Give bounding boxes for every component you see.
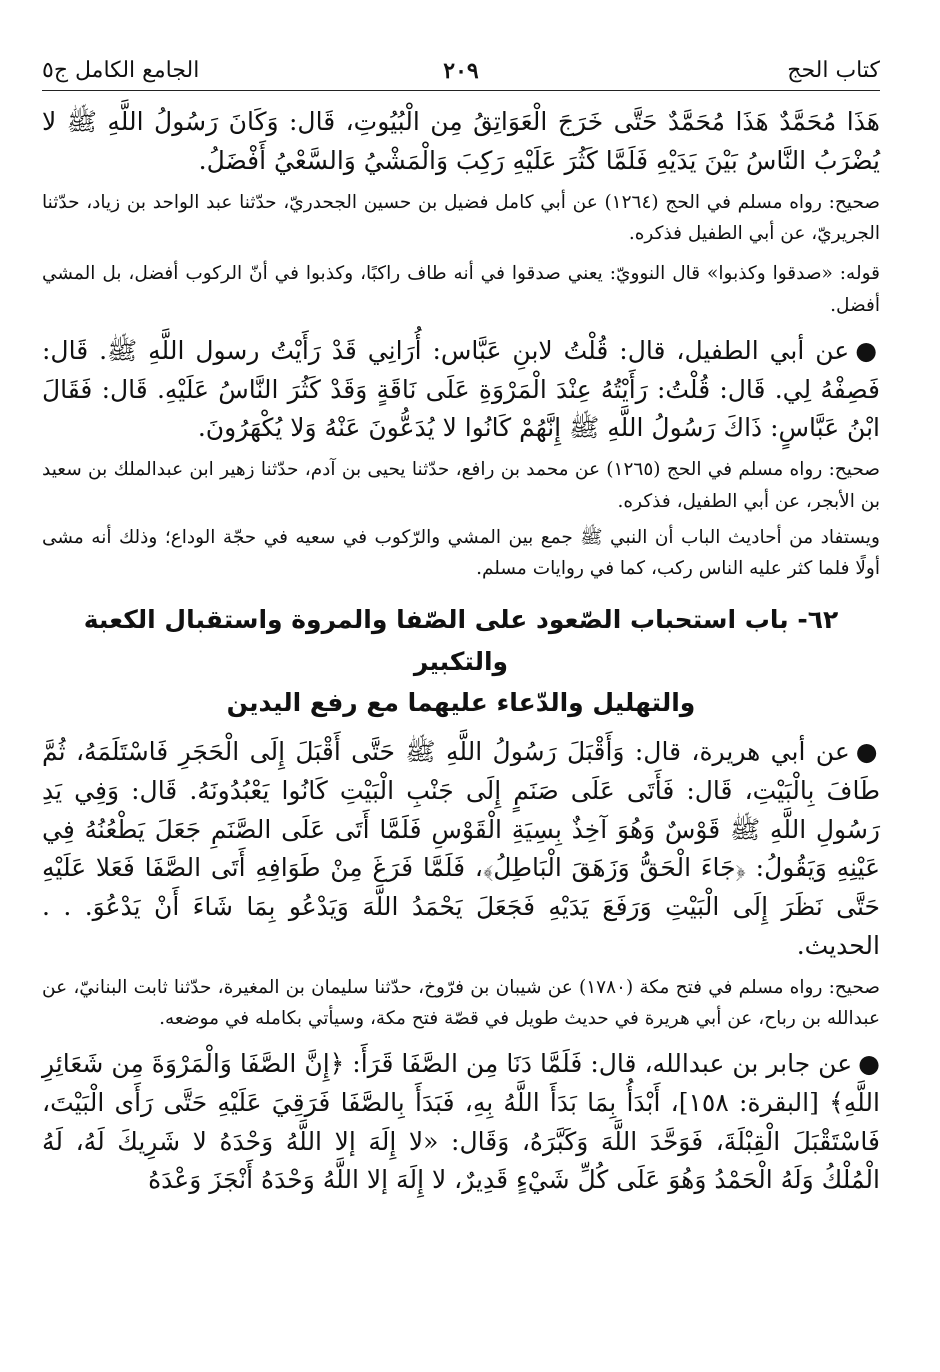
hadith-text: عن جابر بن عبدالله، قال: فَلَمَّا دَنَا مِن الصَّفَا قَرَأَ: ﴿إِنَّ الصَّفَا وَالْمَرْوَةَ مِن شَعَائِرِ اللَّهِ﴾ [البقرة: ١٥٨]، أَبْدَأُ بِمَا بَدَأَ اللَّهُ بِهِ، فَبَدَأَ بِالصَّفَا فَرَقِيَ عَلَيْهِ حَتَّى رَأَى الْبَيْتَ، فَاسْتَقْبَلَ الْقِبْلَةَ، فَوَحَّدَ اللَّهَ وَكَبَّرَهُ، وَقَال: «لا إِلَهَ إلا اللَّهُ وَحْدَهُ لا شَرِيكَ لَهُ، لَهُ الْمُلْكُ وَلَهُ الْحَمْدُ وَهُوَ عَلَى كُلِّ شَيْءٍ قَدِيرٌ، لا إِلَهَ إلا اللَّهُ وَحْدَهُ أَنْجَزَ وَعْدَهُ [42,1049,880,1195]
book-page [42,52,880,1352]
hadith-grading-note: صحيح: رواه مسلم في الحج (١٢٦٤) عن أبي كامل فضيل بن حسين الجحدريّ، حدّثنا عبد الواحد بن زياد، حدّثنا الجريريّ، عن أبي الطفيل فذكره. [42,191,880,245]
hadith-grading-note: صحيح: رواه مسلم في فتح مكة (١٧٨٠) عن شيبان بن فرّوخ، حدّثنا سليمان بن المغيرة، حدّثنا ثابت البنانيّ، عن عبدالله بن رباح، عن أبي هريرة في حديث طويل في قصّة فتح مكة، وسيأتي بكامله في موضعه. [42,976,880,1030]
hadith-text-continued: هَذَا مُحَمَّدٌ هَذَا مُحَمَّدٌ حَتَّى خَرَجَ الْعَوَاتِقُ مِن الْبُيُوتِ، قَال: وَكَانَ رَسُولُ اللَّهِ ﷺ لا يُضْرَبُ النَّاسُ بَيْنَ يَدَيْهِ فَلَمَّا كَثُرَ عَلَيْهِ رَكِبَ وَالْمَشْيُ وَالسَّعْيُ أَفْضَلُ. [42,107,880,175]
bullet-icon: ● [855,737,880,766]
page-number: ٢٠٩ [443,58,479,84]
hadith-entry [42,332,880,448]
hadith-entry [42,733,880,966]
hadith-text: عن أبي الطفيل، قال: قُلْتُ لابنِ عَبَّاس: أُرَانِي قَدْ رَأَيْتُ رسول اللَّهِ ﷺ. قَال: فَصِفْهُ لِي. قَال: قُلْتُ: رَأَيْتُهُ عِنْدَ الْمَرْوَةِ عَلَى نَاقَةٍ وَقَدْ كَثُرَ النَّاسُ عَلَيْهِ. قَال: فَقَالَ ابْنُ عَبَّاسٍ: ذَاكَ رَسُولُ اللَّهِ ﷺ إِنَّهُمْ كَانُوا لا يُدَعُّونَ عَنْهُ وَلا يُكْهَرُونَ. [42,335,880,443]
chapter-heading-line: والتهليل والدّعاء عليهما مع رفع اليدين [226,687,696,717]
header-book-section: كتاب الحج [787,58,880,83]
hadith-grading-note: صحيح: رواه مسلم في الحج (١٢٦٥) عن محمد بن رافع، حدّثنا يحيى بن آدم، حدّثنا زهير ابن عبدالملك بن سعيد بن الأبجر، عن أبي الطفيل، فذكره. [42,459,880,512]
commentary-note: ويستفاد من أحاديث الباب أن النبي ﷺ جمع بين المشي والرّكوب في سعيه في حجّة الوداع؛ وذلك أنه مشى أولًا فلما كثر عليه الناس ركب، كما في روايات مسلم. [42,526,880,580]
page-header [42,52,880,91]
chapter-heading [42,599,880,723]
hadith-text: عن أبي هريرة، قال: وَأَقْبَلَ رَسُولُ اللَّهِ ﷺ حَتَّى أَقْبَلَ إِلَى الْحَجَرِ فَاسْتَلَمَهُ، ثُمَّ طَافَ بِالْبَيْتِ، قَال: فَأَتَى عَلَى صَنَمٍ إِلَى جَنْبِ الْبَيْتِ كَانُوا يَعْبُدُونَهُ. قَال: وَفِي يَدِ رَسُولِ اللَّهِ ﷺ قَوْسٌ وَهُوَ آخِذٌ بِسِيَةِ الْقَوْسِ فَلَمَّا أَتَى عَلَى الصَّنَمِ جَعَلَ يَطْعُنُهُ فِي عَيْنِهِ وَيَقُولُ: ﴿جَاءَ الْحَقُّ وَزَهَقَ الْبَاطِلُ﴾، فَلَمَّا فَرَغَ مِنْ طَوَافِهِ أَتَى الصَّفَا فَعَلا عَلَيْهِ حَتَّى نَظَرَ إِلَى الْبَيْتِ وَرَفَعَ يَدَيْهِ فَجَعَلَ يَحْمَدُ اللَّهَ وَيَدْعُو بِمَا شَاءَ أَنْ يَدْعُوَ. . . الحديث. [42,737,880,960]
header-collection-title: الجامع الكامل ج٥ [42,58,200,83]
commentary-note: قوله: «صدقوا وكذبوا» قال النوويّ: يعني صدقوا في أنه طاف راكبًا، وكذبوا في أنّ الركوب أفضل، بل المشي أفضل. [42,263,880,316]
hadith-entry [42,1045,880,1200]
bullet-icon: ● [855,335,880,365]
chapter-heading-line: ٦٢- باب استحباب الصّعود على الصّفا والمروة واستقبال الكعبة والتكبير [83,605,839,676]
bullet-icon: ● [858,1049,880,1079]
